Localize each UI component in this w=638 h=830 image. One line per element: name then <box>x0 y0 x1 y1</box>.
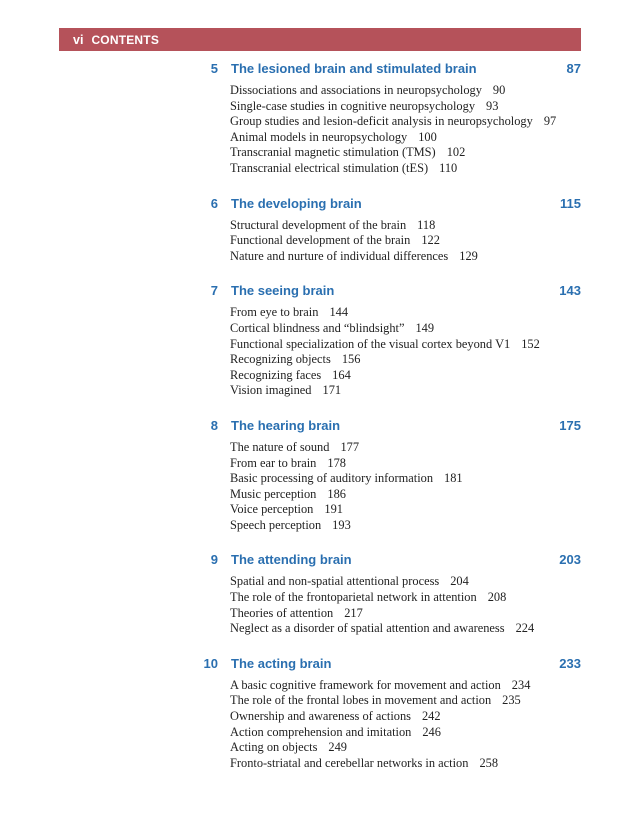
section-title: Spatial and non-spatial attentional process <box>230 574 440 589</box>
chapter-title: The attending brain <box>231 552 352 568</box>
section-title: A basic cognitive framework for movement and action <box>230 677 501 692</box>
section-title: Nature and nurture of individual differences <box>230 248 449 263</box>
table-of-contents <box>196 58 581 787</box>
section-entry <box>230 440 581 456</box>
section-page-number: 186 <box>327 486 346 501</box>
section-entry <box>230 337 581 353</box>
section-entry <box>230 740 581 756</box>
section-entry <box>230 471 581 487</box>
section-entry <box>230 145 581 161</box>
section-page-number: 149 <box>415 320 435 335</box>
chapter-title: The developing brain <box>231 195 362 211</box>
section-page-number: 234 <box>511 677 531 692</box>
section-page-number: 100 <box>418 129 437 144</box>
section-page-number: 152 <box>521 336 540 351</box>
section-page-number: 93 <box>486 98 499 113</box>
section-title: Vision imagined <box>230 383 312 398</box>
section-page-number: 129 <box>459 248 478 263</box>
section-list <box>230 218 581 265</box>
section-entry <box>230 678 581 694</box>
chapter-page-number: 87 <box>566 61 581 76</box>
section-page-number: 171 <box>322 383 342 398</box>
chapter-title: The hearing brain <box>231 417 341 433</box>
chapter-heading <box>196 58 581 80</box>
section-list <box>230 678 581 772</box>
section-entry <box>230 218 581 234</box>
section-entry <box>230 725 581 741</box>
section-list <box>230 574 581 636</box>
section-entry <box>230 368 581 384</box>
section-entry <box>230 621 581 637</box>
section-title: Music perception <box>230 486 317 501</box>
section-entry <box>230 502 581 518</box>
chapter-heading <box>196 549 581 571</box>
section-entry <box>230 99 581 115</box>
section-entry <box>230 249 581 265</box>
chapter-number: 8 <box>210 417 218 433</box>
section-title: Transcranial electrical stimulation (tES) <box>230 160 429 175</box>
section-page-number: 102 <box>446 145 466 160</box>
section-entry <box>230 574 581 590</box>
section-entry <box>230 114 581 130</box>
section-title: Basic processing of auditory information <box>230 471 434 486</box>
section-entry <box>230 487 581 503</box>
section-title: Fronto-striatal and cerebellar networks in action <box>230 755 469 770</box>
chapter-number: 5 <box>210 61 218 76</box>
chapter-heading <box>196 415 581 437</box>
section-page-number: 246 <box>422 724 441 739</box>
section-page-number: 208 <box>487 590 507 605</box>
chapter-heading <box>196 653 581 675</box>
section-entry <box>230 352 581 368</box>
chapter-entry <box>196 280 581 399</box>
section-page-number: 110 <box>439 160 458 175</box>
section-title: Recognizing objects <box>230 352 331 367</box>
section-list <box>230 83 581 177</box>
running-header-title: CONTENTS <box>91 32 160 47</box>
chapter-page-number: 143 <box>559 283 581 299</box>
section-entry <box>230 590 581 606</box>
chapter-entry <box>196 193 581 265</box>
section-title: The role of the frontoparietal network in attention <box>230 590 477 605</box>
chapter-entry <box>196 653 581 772</box>
section-page-number: 204 <box>450 574 469 589</box>
section-entry <box>230 756 581 772</box>
section-title: Cortical blindness and “blindsight” <box>230 320 405 335</box>
section-page-number: 258 <box>479 755 499 770</box>
section-page-number: 118 <box>417 217 436 232</box>
section-title: The nature of sound <box>230 439 330 454</box>
section-title: Functional specialization of the visual cortex beyond V1 <box>230 336 511 351</box>
section-title: Functional development of the brain <box>230 233 411 248</box>
section-list <box>230 305 581 399</box>
section-entry <box>230 693 581 709</box>
section-page-number: 193 <box>332 517 351 532</box>
chapter-number: 6 <box>210 195 218 211</box>
section-page-number: 177 <box>340 439 360 454</box>
section-entry <box>230 233 581 249</box>
section-page-number: 181 <box>444 471 463 486</box>
section-page-number: 217 <box>344 605 363 620</box>
section-title: The role of the frontal lobes in movement and action <box>230 693 492 708</box>
section-title: Recognizing faces <box>230 367 322 382</box>
section-entry <box>230 383 581 399</box>
section-title: Neglect as a disorder of spatial attention and awareness <box>230 621 505 636</box>
chapter-entry <box>196 58 581 177</box>
section-title: Animal models in neuropsychology <box>230 129 408 144</box>
section-list <box>230 440 581 534</box>
section-title: From ear to brain <box>230 455 317 470</box>
section-title: Theories of attention <box>230 605 334 620</box>
chapter-page-number: 175 <box>559 417 581 433</box>
chapter-number: 10 <box>203 655 218 671</box>
section-title: Transcranial magnetic stimulation (TMS) <box>230 145 436 160</box>
section-entry <box>230 161 581 177</box>
section-page-number: 242 <box>421 709 441 724</box>
chapter-entry <box>196 549 581 636</box>
chapter-entry <box>196 415 581 534</box>
section-title: Speech perception <box>230 517 322 532</box>
section-entry <box>230 305 581 321</box>
section-title: From eye to brain <box>230 305 319 320</box>
chapter-number: 9 <box>210 552 218 568</box>
section-page-number: 122 <box>421 233 440 248</box>
chapter-heading <box>196 193 581 215</box>
section-entry <box>230 130 581 146</box>
section-entry <box>230 709 581 725</box>
section-title: Dissociations and associations in neuropsychology <box>230 83 482 97</box>
section-title: Ownership and awareness of actions <box>230 709 411 724</box>
section-page-number: 224 <box>515 621 535 636</box>
section-title: Action comprehension and imitation <box>230 724 412 739</box>
section-page-number: 191 <box>324 502 343 517</box>
section-page-number: 156 <box>341 352 361 367</box>
chapter-title: The acting brain <box>231 655 332 671</box>
chapter-title: The seeing brain <box>231 283 335 299</box>
page-number: vi <box>73 32 84 47</box>
running-header <box>59 28 581 51</box>
section-title: Single-case studies in cognitive neuropsychology <box>230 98 476 113</box>
section-page-number: 249 <box>328 740 347 755</box>
chapter-number: 7 <box>210 283 218 299</box>
section-page-number: 178 <box>327 455 346 470</box>
section-entry <box>230 456 581 472</box>
section-title: Voice perception <box>230 502 314 517</box>
section-page-number: 164 <box>332 367 351 382</box>
chapter-page-number: 233 <box>559 655 581 671</box>
section-page-number: 144 <box>329 305 349 320</box>
chapter-page-number: 203 <box>559 552 581 568</box>
section-page-number: 90 <box>492 83 506 97</box>
chapter-page-number: 115 <box>560 195 581 211</box>
section-title: Acting on objects <box>230 740 318 755</box>
section-entry <box>230 518 581 534</box>
section-entry <box>230 321 581 337</box>
section-page-number: 97 <box>543 114 557 129</box>
chapter-heading <box>196 280 581 302</box>
section-entry <box>230 83 581 99</box>
section-title: Structural development of the brain <box>230 217 407 232</box>
section-title: Group studies and lesion-deficit analysis in neuropsychology <box>230 114 533 129</box>
section-entry <box>230 606 581 622</box>
chapter-title: The lesioned brain and stimulated brain <box>231 61 477 76</box>
section-page-number: 235 <box>502 693 521 708</box>
